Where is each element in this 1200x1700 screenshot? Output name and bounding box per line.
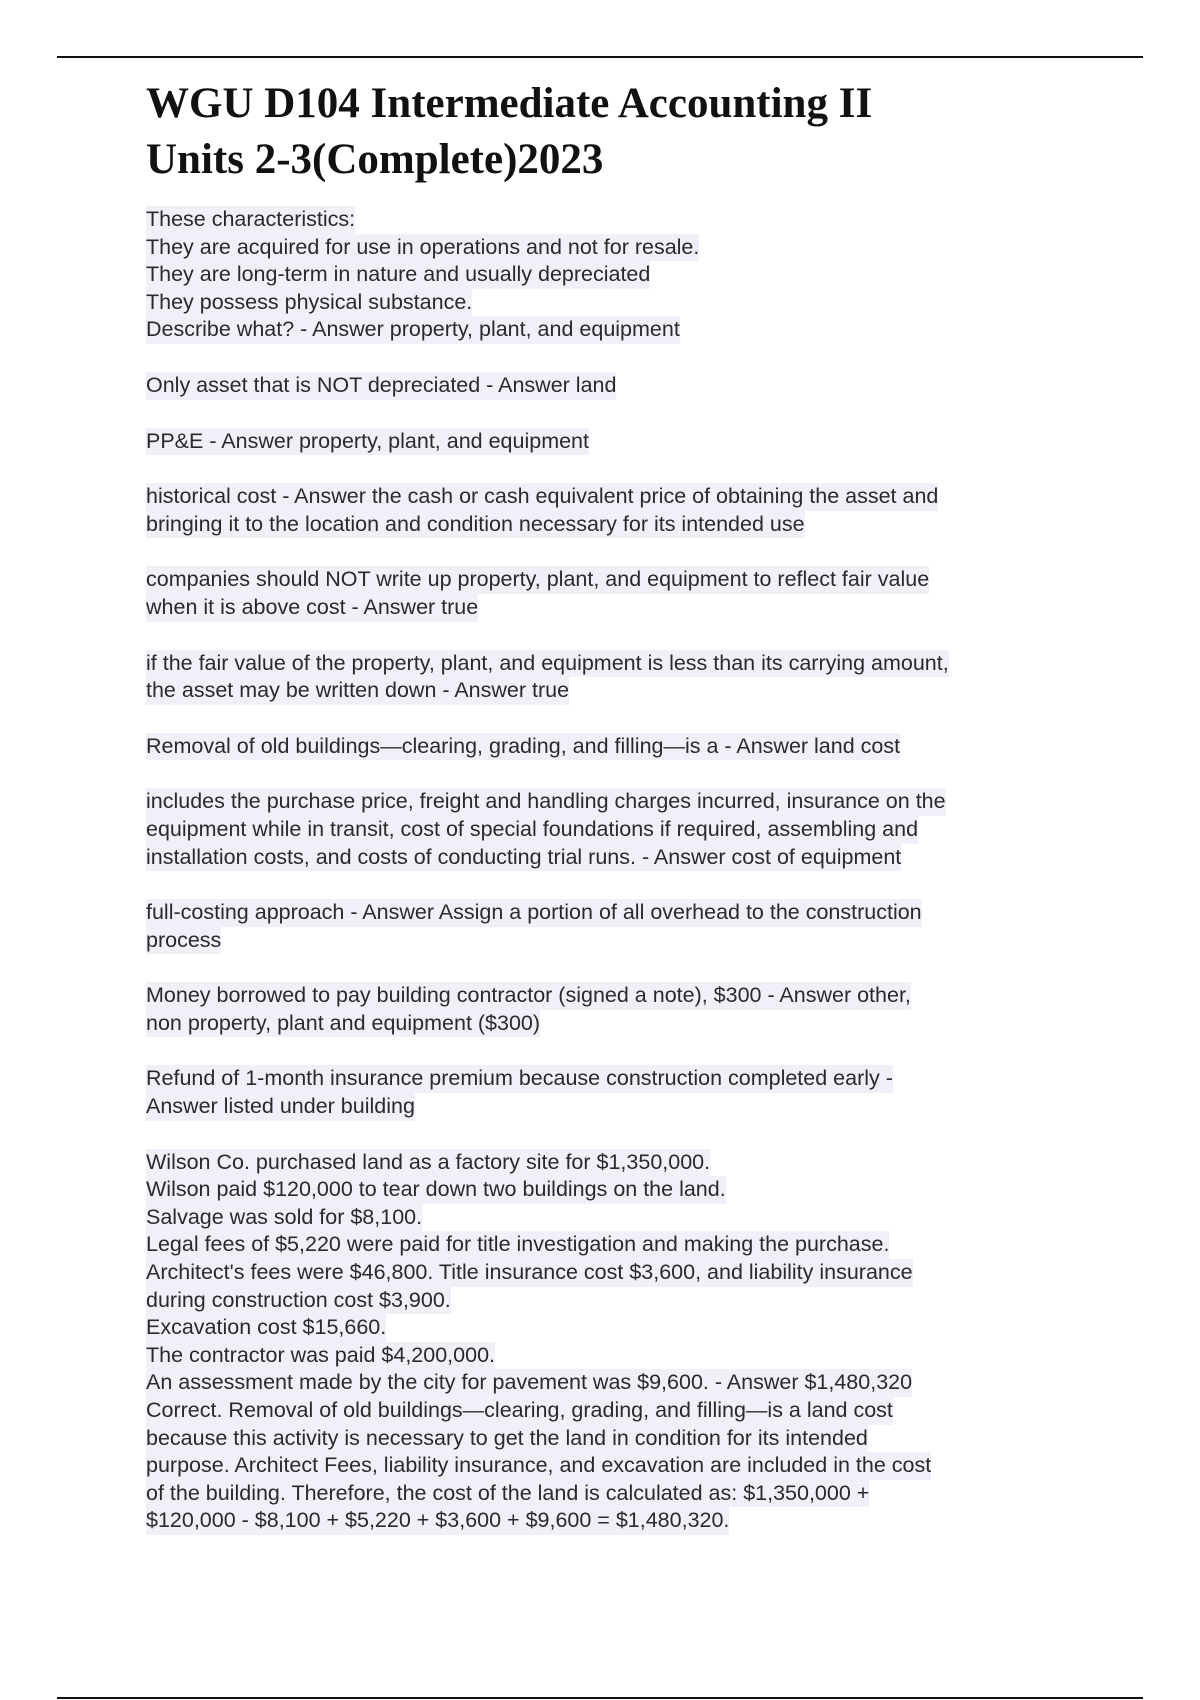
title-line: Units 2-3(Complete)2023 [146,136,604,183]
text-line: purpose. Architect Fees, liability insurance, and excavation are included in the cost [146,1452,931,1480]
qa-entry-cost-of-equipment [146,788,1076,871]
document-page [146,76,1076,1563]
text-line: because this activity is necessary to get the land in condition for its intended [146,1425,868,1453]
text-line: historical cost - Answer the cash or cash equivalent price of obtaining the asset and [146,483,938,511]
text-line: process [146,927,221,955]
text-line: Legal fees of $5,220 were paid for title investigation and making the purchase. [146,1231,889,1259]
qa-entry-money-borrowed [146,982,1076,1037]
text-line: Describe what? - Answer property, plant, and equipment [146,316,680,344]
qa-entry-wilson-land-cost [146,1149,1076,1535]
text-line: They are acquired for use in operations and not for resale. [146,234,699,262]
text-line: full-costing approach - Answer Assign a portion of all overhead to the construction [146,899,922,927]
text-line: Removal of old buildings—clearing, grading, and filling—is a - Answer land cost [146,733,900,761]
text-line: $120,000 - $8,100 + $5,220 + $3,600 + $9,600 = $1,480,320. [146,1507,729,1535]
text-line: during construction cost $3,900. [146,1287,451,1315]
text-line: equipment while in transit, cost of special foundations if required, assembling and [146,816,918,844]
text-line: Only asset that is NOT depreciated - Answer land [146,372,616,400]
text-line: The contractor was paid $4,200,000. [146,1342,495,1370]
text-line: if the fair value of the property, plant, and equipment is less than its carrying amount, [146,650,949,678]
qa-entry-write-up [146,566,1076,621]
text-line: Salvage was sold for $8,100. [146,1204,422,1232]
qa-entry-historical-cost [146,483,1076,538]
qa-entry-insurance-refund [146,1065,1076,1120]
text-line: Wilson Co. purchased land as a factory site for $1,350,000. [146,1149,710,1177]
text-line: Refund of 1-month insurance premium because construction completed early - [146,1065,893,1093]
qa-entry-removal-buildings [146,733,1076,761]
text-line: when it is above cost - Answer true [146,594,478,622]
text-line: bringing it to the location and condition necessary for its intended use [146,511,805,539]
text-line: Wilson paid $120,000 to tear down two buildings on the land. [146,1176,726,1204]
bottom-divider [57,1697,1143,1699]
text-line: Excavation cost $15,660. [146,1314,386,1342]
text-line: An assessment made by the city for pavement was $9,600. - Answer $1,480,320 [146,1369,912,1397]
text-line: includes the purchase price, freight and handling charges incurred, insurance on the [146,788,946,816]
text-line: the asset may be written down - Answer true [146,677,569,705]
text-line: They possess physical substance. [146,289,472,317]
text-line: PP&E - Answer property, plant, and equipment [146,428,589,456]
text-line: Correct. Removal of old buildings—clearing, grading, and filling—is a land cost [146,1397,893,1425]
qa-entry-full-costing [146,899,1076,954]
qa-entry-ppe-abbrev [146,428,1076,456]
text-line: non property, plant and equipment ($300) [146,1010,540,1038]
text-line: of the building. Therefore, the cost of the land is calculated as: $1,350,000 + [146,1480,869,1508]
top-divider [57,56,1143,58]
text-line: Architect's fees were $46,800. Title insurance cost $3,600, and liability insurance [146,1259,913,1287]
document-title [146,76,1076,188]
title-line: WGU D104 Intermediate Accounting II [146,80,873,127]
text-line: installation costs, and costs of conducting trial runs. - Answer cost of equipment [146,844,901,872]
text-line: They are long-term in nature and usually depreciated [146,261,650,289]
qa-entry-land [146,372,1076,400]
text-line: These characteristics: [146,206,355,234]
text-line: companies should NOT write up property, plant, and equipment to reflect fair value [146,566,929,594]
text-line: Answer listed under building [146,1093,415,1121]
qa-entry-write-down [146,650,1076,705]
text-line: Money borrowed to pay building contractor (signed a note), $300 - Answer other, [146,982,911,1010]
qa-entry-ppe-characteristics [146,206,1076,344]
